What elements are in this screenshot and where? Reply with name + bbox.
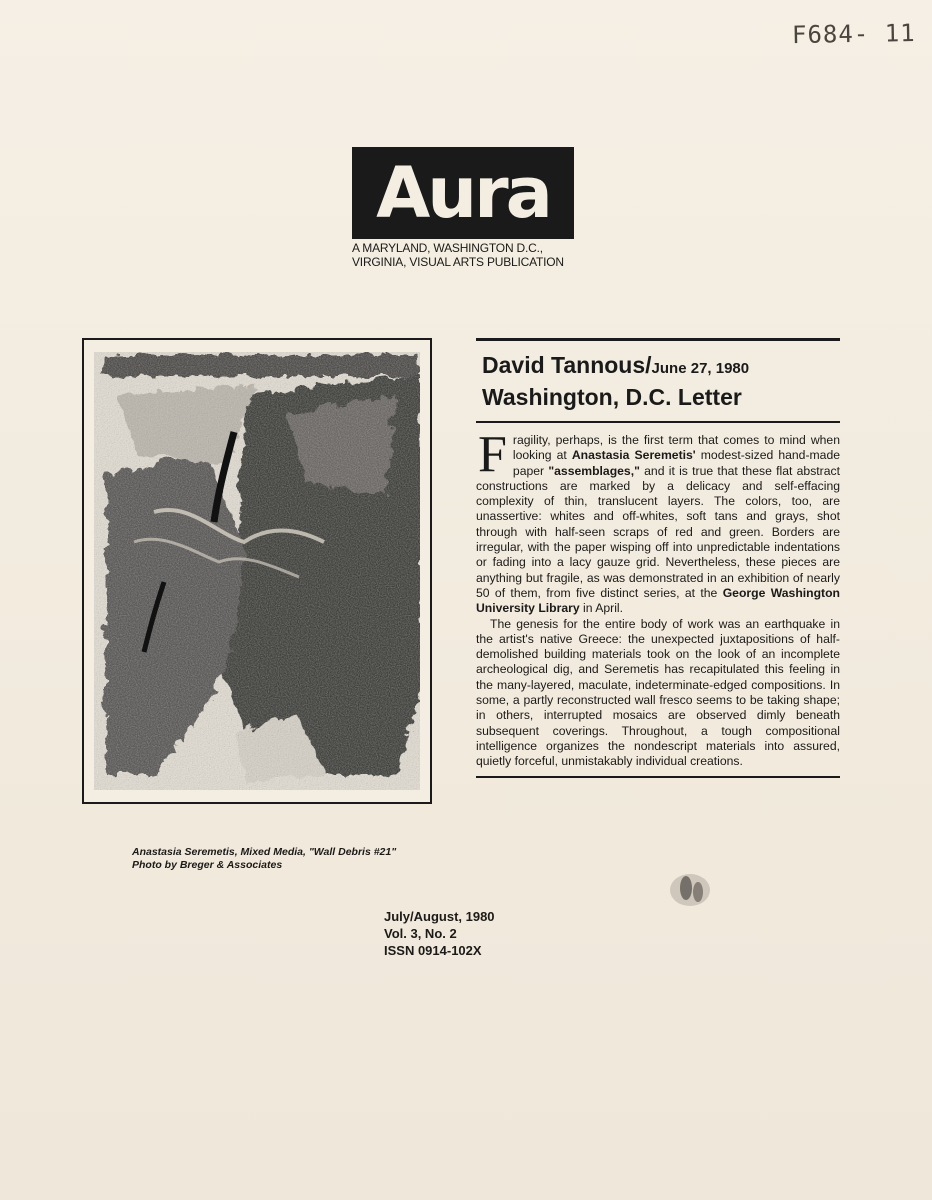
p1-text-c: and it is true that these flat abstract constructions are marked by a delicacy and self-effacing complexity of thin, translucent layers. The colors, too, are unassertive: whites and off-whites, soft tans and grays, shot through with half-seen scraps of red and green. Borders are irregular, with the paper wisping off into unpredictable indentations or fading into a lacy gauze grid. Nevertheless, these pieces are anything but fragile, as was demonstrated in an exhibition of nearly 50 of them, from five distinct series, at the (476, 463, 840, 600)
caption-line-2: Photo by Breger & Associates (132, 859, 283, 871)
masthead-tagline (352, 241, 574, 269)
issue-info (384, 908, 534, 959)
p1-text-a: ragility, perhaps, is the first term that comes to mind when looking at (512, 433, 840, 463)
masthead (352, 147, 574, 269)
p1-text-d: in April. (579, 601, 623, 616)
artwork-photo (82, 338, 432, 804)
article (476, 338, 840, 778)
bottom-rule (476, 776, 840, 778)
caption-line-1: Anastasia Seremetis, Mixed Media, "Wall Debris #21" (132, 846, 397, 858)
paragraph-1 (476, 426, 840, 617)
article-headline (476, 351, 840, 411)
archive-mark: F684- 11 (791, 18, 916, 50)
dateline: June 27, 1980 (651, 360, 750, 377)
logo-wordmark: Aura (376, 152, 550, 234)
article-body (476, 426, 840, 770)
issue-volume: Vol. 3, No. 2 (384, 926, 457, 941)
author-name: David Tannous/ (482, 352, 652, 378)
p1-text-b: modest-sized hand-made paper (512, 448, 840, 478)
tagline-line-2: VIRGINIA, VISUAL ARTS PUBLICATION (352, 255, 564, 269)
article-title: Washington, D.C. Letter (482, 384, 742, 410)
drop-cap: F (478, 426, 507, 483)
tagline-line-1: A MARYLAND, WASHINGTON D.C., (352, 241, 543, 255)
artist-name: Anastasia Seremetis' (571, 448, 696, 463)
byline (482, 351, 840, 383)
issue-date: July/August, 1980 (384, 909, 495, 924)
assemblages-term: "assemblages," (548, 463, 640, 478)
issue-issn: ISSN 0914-102X (384, 943, 482, 958)
aura-logo (352, 147, 574, 239)
venue-name: George Washington University Library (476, 585, 840, 616)
paragraph-2: The genesis for the entire body of work was an earthquake in the artist's native Greece: the unexpected juxtapositions of half-demolished building materials took on the look of an incomplete archeological dig, and Seremetis has recapitulated this feeling in the many-layered, maculate, indeterminate-edged compositions. In some, a partly reconstructed wall fresco seems to be taking shape; in others, interrupted mosaics are observed dimly beneath subsequent coverings. Throughout, a tough compositional intelligence organizes the nondescript materials into assured, quietly forceful, unmistakably individual creations. (476, 616, 840, 769)
paper-stain (656, 866, 726, 916)
artwork-image (94, 352, 420, 790)
headline-rule (476, 421, 840, 423)
photo-caption (132, 846, 432, 872)
top-rule (476, 338, 840, 341)
